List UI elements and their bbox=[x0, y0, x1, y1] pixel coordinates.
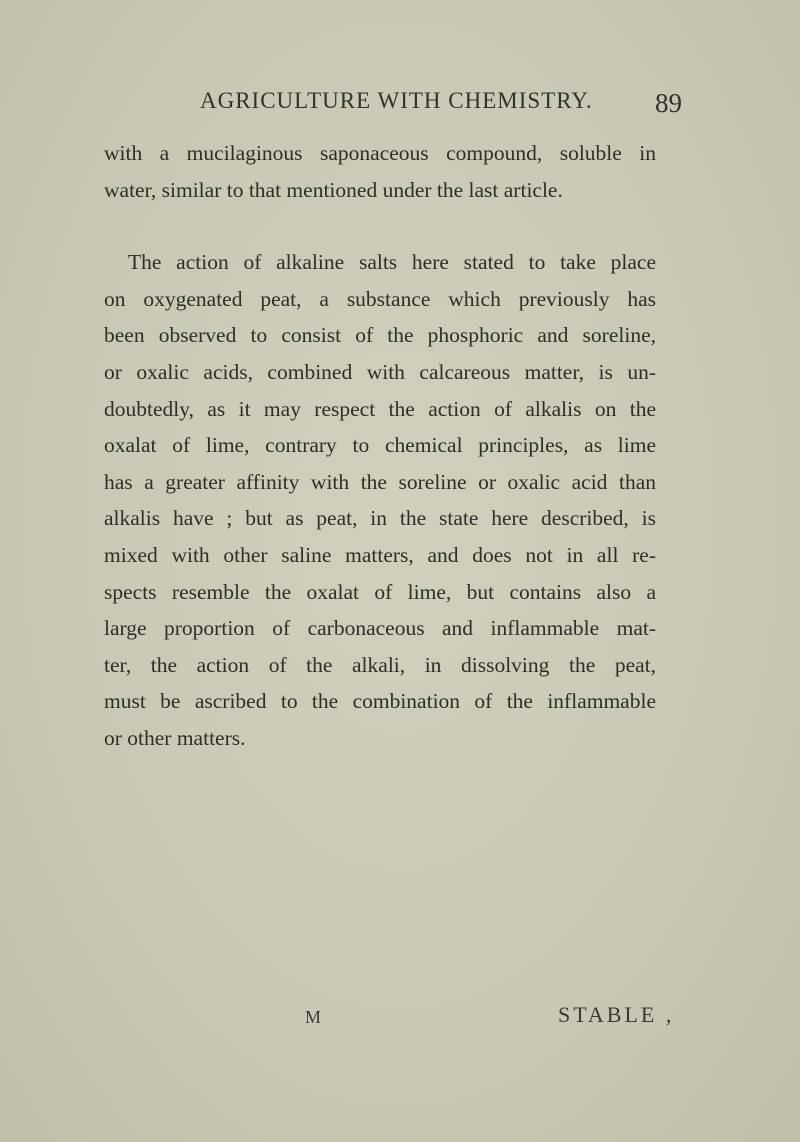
text-line: has a greater affinity with the soreline or oxalic acid than bbox=[104, 469, 656, 494]
text-line: large proportion of carbonaceous and inflammable mat- bbox=[104, 616, 656, 641]
body-text bbox=[104, 135, 656, 757]
text-line: must be ascribed to the combination of the inflammable bbox=[104, 689, 656, 714]
text-line: on oxygenated peat, a substance which previously has bbox=[104, 286, 656, 311]
paragraph-gap bbox=[104, 208, 656, 244]
text-line: spects resemble the oxalat of lime, but contains also a bbox=[104, 579, 656, 604]
running-title: AGRICULTURE WITH CHEMISTRY. bbox=[200, 88, 593, 113]
page-number: 89 bbox=[655, 88, 682, 118]
text-line: or oxalic acids, combined with calcareous matter, is un- bbox=[104, 359, 656, 384]
text-line: ter, the action of the alkali, in dissolving the peat, bbox=[104, 652, 656, 677]
text-line: alkalis have ; but as peat, in the state here described, is bbox=[104, 506, 656, 531]
text-line: oxalat of lime, contrary to chemical principles, as lime bbox=[104, 433, 656, 458]
text-line: The action of alkaline salts here stated to take place bbox=[128, 250, 656, 275]
catchword: STABLE , bbox=[558, 1002, 675, 1027]
text-line: water, similar to that mentioned under the last article. bbox=[104, 177, 563, 202]
text-line: or other matters. bbox=[104, 725, 246, 750]
text-line: been observed to consist of the phosphoric and soreline, bbox=[104, 323, 656, 348]
signature-mark: M bbox=[305, 1007, 322, 1027]
text-line: doubtedly, as it may respect the action of alkalis on the bbox=[104, 396, 656, 421]
text-line: with a mucilaginous saponaceous compound, soluble in bbox=[104, 141, 656, 165]
text-line: mixed with other saline matters, and does not in all re- bbox=[104, 542, 656, 567]
